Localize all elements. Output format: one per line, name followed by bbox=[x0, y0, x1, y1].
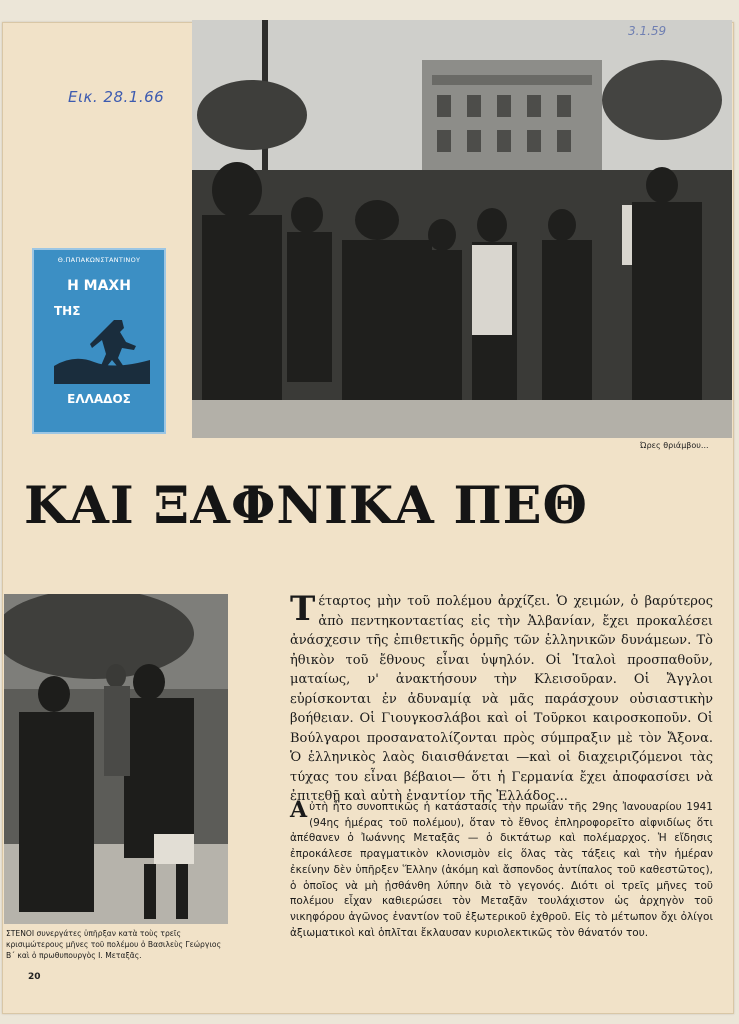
dropcap-1: Τ bbox=[290, 589, 316, 629]
page-number: 20 bbox=[28, 972, 41, 982]
book-cover bbox=[32, 248, 166, 434]
book-author: Θ.ΠΑΠΑΚΩΝΣΤΑΝΤΙΝΟΥ bbox=[57, 256, 141, 264]
crowd-photo bbox=[192, 20, 732, 438]
article-paragraph-2 bbox=[290, 797, 713, 941]
handwritten-note-right: 3.1.59 bbox=[628, 24, 667, 38]
book-title-line1: Η ΜΑΧΗ bbox=[67, 278, 131, 294]
dropcap-2: Α bbox=[290, 797, 308, 823]
soldier-silhouette-icon bbox=[54, 314, 150, 384]
crowd-photo-illustration bbox=[192, 20, 732, 438]
bottom-photo-caption: ΣΤΕΝΟΙ συνεργάτες ὑπῆρξαν κατὰ τοὺς τρεῖς κρισιμώτερους μῆνες τοῦ πολέμου ὁ Βασιλεὺς Γεώργιος Β΄ καὶ ὁ πρωθυπουργὸς Ι. Μεταξᾶς. bbox=[6, 929, 222, 960]
top-photo-caption: Ώρες θριάμβου... bbox=[640, 441, 709, 450]
paragraph-2-text: ὐτὴ ἦτο συνοπτικῶς ἡ κατάστασις τὴν πρωΐαν τῆς 29ης Ἰανουαρίου 1941 (94ης ἡμέρας τοῦ πολέμου), ὅταν τὸ ἔθνος ἐπληροφορεῖτο αἰφνιδίως ὅτι ἀπέθανεν ὁ Ἰωάννης Μεταξᾶς — ὁ δικτάτωρ καὶ πολέμαρχος. Ἡ εἴδησις ἐπροκάλεσε πραγματικὸν κλονισμὸν εἰς ὅλας τὰς τάξεις καὶ τὴν ἡμέραν ἐκείνην δὲν ὑπῆρξεν Ἕλλην (ἀκόμη καὶ ἄσπονδος ἀντίπαλος τοῦ καθεστῶτος), ὁ ὁποῖος νὰ μὴ ᾐσθάνθη λύπην διὰ τὸ γεγονός. Διότι οἱ τρεῖς μῆνες τοῦ πολέμου εἶχαν καθιερώσει τὸν Μεταξᾶν τουλάχιστον ὡς ἀρχηγὸν τοῦ νικηφόρου ἀγῶνος ἐναντίον τοῦ ἐξωτερικοῦ ἐχθροῦ. Εἰς τὸ μέτωπον ὄχι ὀλίγοι ἀξιωματικοὶ καὶ ὁπλῖται ἔκλαυσαν κυριολεκτικῶς τὸν θάνατόν του. bbox=[290, 801, 713, 939]
book-title-line3: ΕΛΛΑΔΟΣ bbox=[67, 392, 131, 406]
article-paragraph-1 bbox=[290, 589, 713, 807]
headline: ΚΑΙ ΞΑΦΝΙΚΑ ΠΕΘ bbox=[24, 476, 588, 536]
king-and-metaxas-illustration bbox=[4, 594, 228, 924]
handwritten-note-left: Εικ. 28.1.66 bbox=[68, 88, 165, 106]
king-and-metaxas-photo bbox=[4, 594, 228, 924]
paragraph-1-text: έταρτος μὴν τοῦ πολέμου ἀρχίζει. Ὁ χειμών, ὁ βαρύτερος ἀπὸ πεντηκονταετίας εἰς τὴν Ἀλβανίαν, ἔχει προκαλέσει ἀνάσχεσιν τῆς ἐπιθετικῆς ὁρμῆς τῶν ἑλληνικῶν δυνάμεων. Τὸ ἠθικὸν τοῦ ἔθνους εἶναι ὑψηλόν. Οἱ Ἰταλοὶ προσπαθοῦν, ματαίως, ν' ἀνακτήσουν τὴν Κλεισοῦραν. Οἱ Ἄγγλοι εὑρίσκονται ἐν ἀδυναμίᾳ νὰ μᾶς παράσχουν οὐσιαστικὴν βοήθειαν. Οἱ Γιουγκοσλάβοι καὶ οἱ Τοῦρκοι καιροσκοποῦν. Οἱ Βούλγαροι προσανατολίζονται πρὸς σύμπραξιν μὲ τὸν Ἄξονα. Ὁ ἑλληνικὸς λαὸς διαισθάνεται —καὶ οἱ διαχειριζόμενοι τὰς τύχας του εἶναι βέβαιοι— ὅτι ἡ Γερμανία ἔχει ἀποφασίσει νὰ ἐπιτεθῇ καὶ αὐτὴ ἐναντίον τῆς Ἑλλάδος... bbox=[290, 594, 713, 804]
book-title-line2: ΤΗΣ bbox=[54, 304, 81, 318]
